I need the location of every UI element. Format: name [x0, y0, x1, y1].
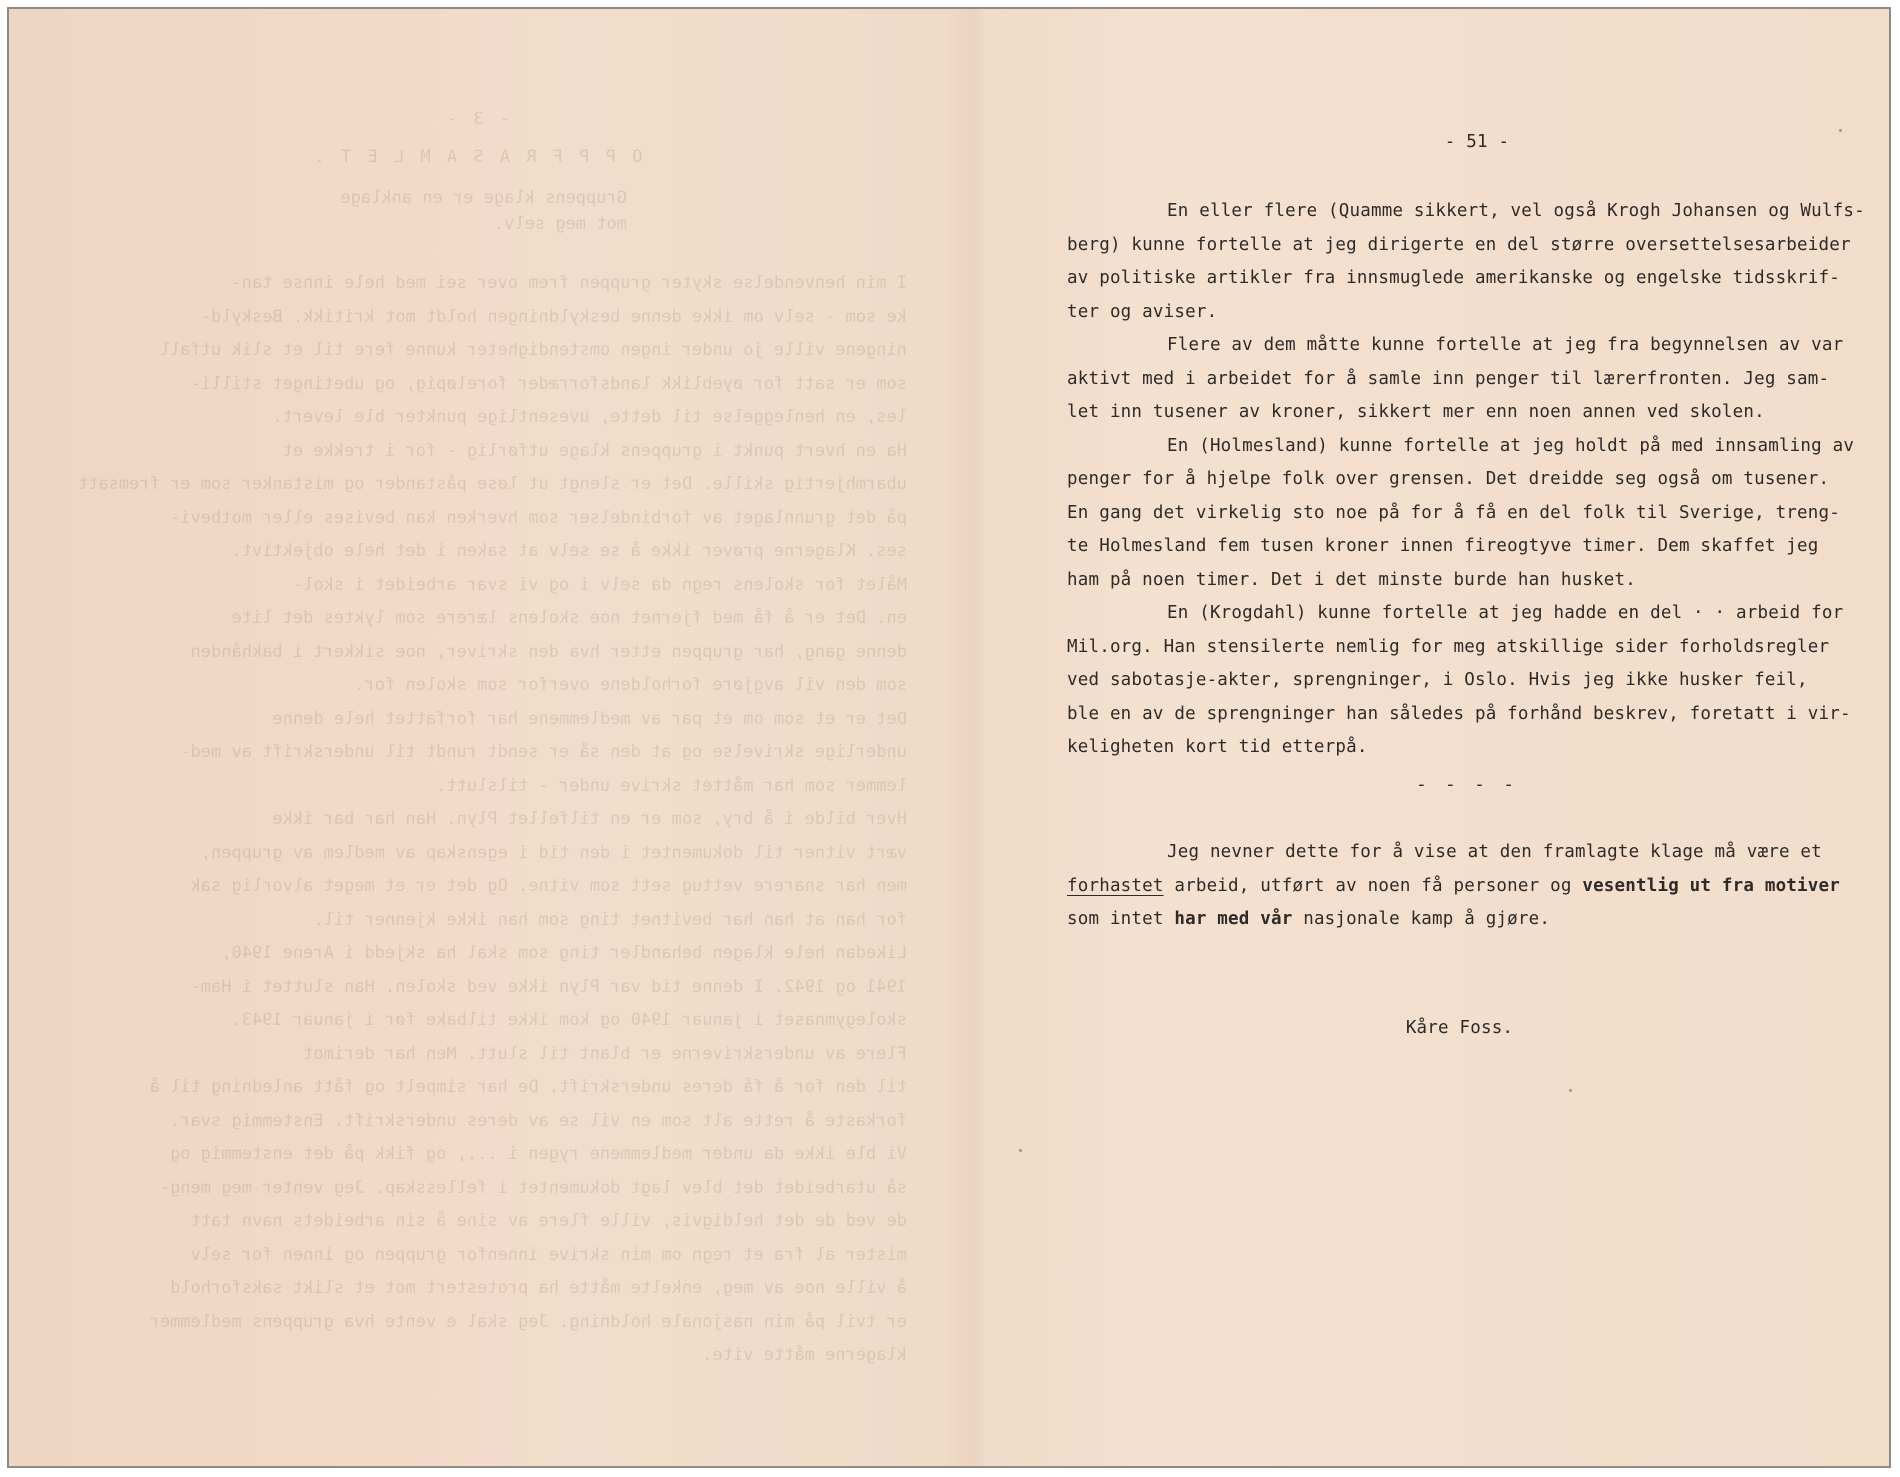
paragraph: [1067, 329, 1867, 430]
left-page-bleed-through: [47, 109, 907, 1439]
paper-speck: [1019, 1149, 1022, 1152]
left-page-line: les, en henleggelse til dette, uvesentlige punkter ble levert.: [272, 407, 907, 427]
closing-line-3: som intet har med vår nasjonale kamp å gjøre.: [1067, 909, 1551, 929]
left-page-line: forkaste å rette alt som en vil se av deres underskrift. Enstemmig svar.: [170, 1110, 907, 1131]
text-line: av politiske artikler fra innsmuglede amerikanske og engelske tidsskrif-: [1067, 268, 1840, 288]
left-page-line: ke som - selv om ikke denne beskyldningen holdt mot kritikk. Beskyld-: [200, 306, 907, 327]
closing-paragraph: [1067, 836, 1867, 937]
text-line: berg) kunne fortelle at jeg dirigerte en del større oversettelsesarbeider: [1067, 234, 1851, 255]
paragraph: [1067, 597, 1867, 765]
left-page-line: lemmer som har måttet skrive under - tilslutt.: [436, 775, 907, 796]
section-separator: - - - -: [1416, 774, 1518, 795]
left-page-line: Målet for skolens regn da selv i og vi svar arbeidet i skol-: [292, 574, 907, 595]
text-line: ved sabotasje-akter, sprengninger, i Oslo. Hvis jeg ikke husker feil,: [1067, 670, 1808, 690]
text-line: En eller flere (Quamme sikkert, vel også Krogh Johansen og Wulfs-: [1167, 201, 1865, 221]
underlined-word: forhastet: [1067, 875, 1164, 896]
text-line: ham på noen timer. Det i det minste burde han husket.: [1067, 569, 1637, 590]
left-page-line: Ha en hvert punkt i gruppens klage utførlig - for i trekke et: [282, 440, 907, 461]
left-page-line: men har snarere vettug sett som vitne. Og det er et meget alvorlig sak: [190, 876, 907, 896]
closing-line-1: Jeg nevner dette for å vise at den framlagte klage må være et: [1167, 842, 1822, 862]
left-page-line: mister al fra et regn om min skrive innenfor gruppen og innen for selv: [190, 1244, 907, 1265]
left-page-line: som er satt for øyeblikk landsforræder foreløpig, og ubetinget stilli-: [190, 373, 907, 394]
left-page-line: denne gang, har gruppen etter hva den skriver, noe sikkert i bakhånden: [190, 641, 907, 662]
left-page-line: en. Det er å få med fjernet noe skolens lærere som lyktes det lite: [231, 608, 907, 628]
text-line: Flere av dem måtte kunne fortelle at jeg fra begynnelsen av var: [1167, 335, 1844, 355]
left-page-subtitle-line: mot meg selv.: [493, 214, 627, 234]
text-line: ble en av de sprengninger han således på forhånd beskrev, foretatt i vir-: [1067, 703, 1851, 724]
left-page-line: vært vitner til dokumentet i den tid i egenskap av medlem av gruppen,: [200, 842, 907, 863]
text-line: ter og aviser.: [1067, 301, 1218, 322]
left-page-line: I min henvendelse skyter gruppen frem over sei med hele innse tan-: [231, 273, 907, 293]
text-line: aktivt med i arbeidet for å samle inn penger til lærerfronten. Jeg sam-: [1067, 368, 1830, 389]
text-line: En (Holmesland) kunne fortelle at jeg holdt på med innsamling av: [1167, 435, 1855, 456]
left-page-line: som den vil avgjøre forholdene overfor som skolen for.: [354, 675, 907, 695]
left-page-line: Flere av underskriverne er blant til slutt. Men har derimot: [303, 1043, 907, 1064]
text-line: En gang det virkelig sto noe på for å få en del folk til Sverige, treng-: [1067, 502, 1840, 523]
left-page-body: [47, 267, 907, 1373]
left-page-line: for han at han har bevitnet ting som han ikke kjenner til.: [313, 909, 907, 930]
paragraph: [1067, 195, 1867, 329]
text-line: En (Krogdahl) kunne fortelle at jeg hadde en del · · arbeid for: [1167, 603, 1844, 623]
left-page-line: Likedan hele klagen behandler ting som skal ha skjedd i Arene 1940,: [221, 943, 907, 963]
paragraph: [1067, 430, 1867, 598]
document-scan: [7, 7, 1891, 1468]
left-page-title: O P P F R A S A M L E T .: [311, 147, 643, 167]
paper-speck: [1569, 1089, 1572, 1092]
text-line: keligheten kort tid etterpå.: [1067, 737, 1368, 757]
text-line: let inn tusener av kroner, sikkert mer enn noen annen ved skolen.: [1067, 402, 1765, 422]
left-page-line: så utarbeidet det blev lagt dokumentet i fellesskap. Jeg venter meg meng-: [159, 1177, 907, 1198]
paper-speck: [1839, 129, 1842, 132]
left-page-line: Vi ble ikke da under medlemmene rygen i ..., og fikk på det enstemmig og: [170, 1144, 907, 1164]
left-page-line: de ved de det heldigvis, ville flere av sine å sin arbeidets navn tatt: [190, 1211, 907, 1231]
text-line: te Holmesland fem tusen kroner innen fireogtyve timer. Dem skaffet jeg: [1067, 536, 1819, 556]
left-page-line: ubarmhjertig skille. Det er slengt ut løse påstander og mistanker som er fremsatt: [77, 474, 907, 494]
left-page-line: ses. Klagerne prøver ikke å se selv at saken i det hele objektivt.: [231, 541, 907, 561]
left-page-line: på det grunnlaget av forbindelser som hverken kan bevises eller motbevi-: [170, 507, 907, 528]
left-page-line: til den for å få deres underskrift. De har simpelt og fått anledning til å: [149, 1077, 907, 1097]
left-page-line: 1941 og 1942. I denne tid var Plyn ikke ved skolen. Han sluttet i Ham-: [190, 976, 907, 997]
left-page-header: - 3 -: [443, 109, 511, 129]
page-fold: [944, 9, 1014, 1466]
page-number: - 51 -: [1444, 132, 1510, 152]
left-page-line: ningene ville jo under ingen omstendigheter kunne fere til et slik utfall: [159, 340, 907, 360]
signature: Kåre Foss.: [1405, 1017, 1514, 1038]
text-line: Mil.org. Han stensilerte nemlig for meg atskillige sider forholdsregler: [1067, 636, 1830, 657]
closing-line-2: forhastet arbeid, utført av noen få personer og vesentlig ut fra motiver: [1067, 875, 1840, 896]
text-line: penger for å hjelpe folk over grensen. Det dreidde seg også om tusener.: [1067, 469, 1830, 489]
left-page-line: skolegymnaset i januar 1940 og kom ikke tilbake før i januar 1943.: [231, 1010, 907, 1030]
left-page-line: klagerne måtte vite.: [702, 1345, 907, 1365]
body-paragraphs: [1067, 195, 1867, 765]
left-page-line: Hver bilde i å bry, som er en tilfellet Plyn. Han har bar ikke: [272, 809, 907, 829]
left-page-subtitle: [47, 185, 627, 237]
left-page-line: å ville noe av meg, enkelte måtte ha protestert mot et slikt saksforhold: [170, 1278, 907, 1298]
right-page: [1067, 127, 1867, 1045]
left-page-line: underlige skrivelse og at den så er sendt rundt til underskrift av med-: [180, 742, 907, 762]
left-page-line: er tvil på min nasjonale holdning. Jeg skal e vente hva gruppens medlemmer: [149, 1311, 907, 1332]
left-page-subtitle-line: Gruppens klage er en anklage: [340, 188, 627, 208]
left-page-line: Det er et som om et par av medlemmene har forfattet hele denne: [272, 708, 907, 729]
